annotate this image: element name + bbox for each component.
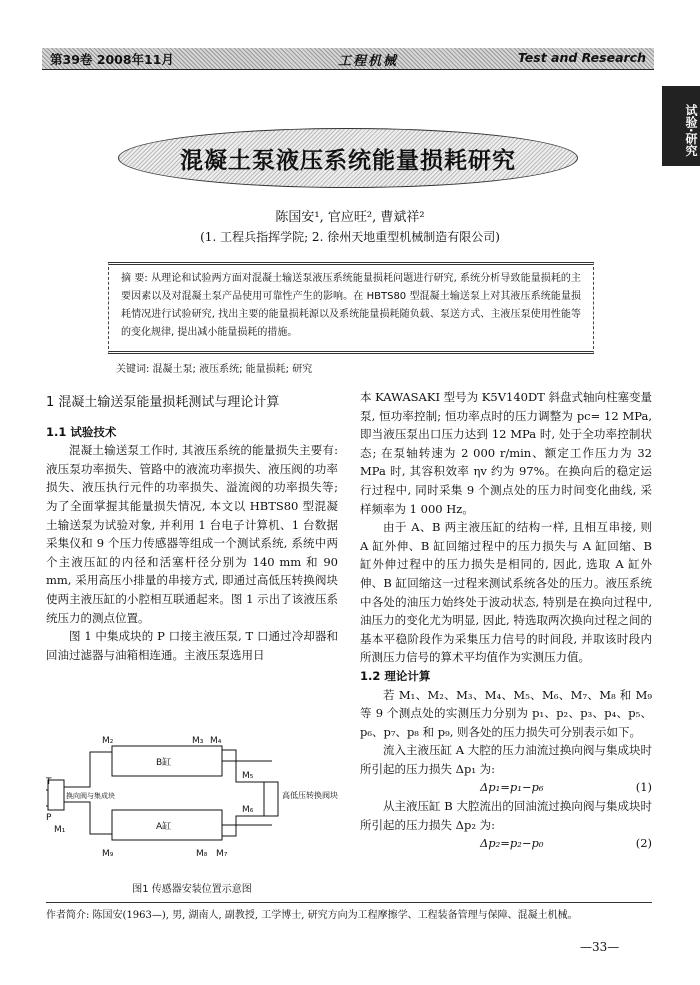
equation-2-number: (2) xyxy=(635,836,652,851)
sensor-m3: M₃ xyxy=(192,736,204,746)
paragraph: 混凝土输送泵工作时, 其液压系统的能量损失主要有: 液压泵功率损失、管路中的液流功率损失、液压阀的功率损失、液压执行元件的功率损失、溢流阀的功率损失等; 为了全面掌握其能量损失情况, 本文以 HBTS80 型混凝土输送泵为试验对象, 并利用 1 台电子计算机、1 台数据采集仪和 9 个压力传感器等组成一个测试系统, 系统中两个主液压缸的内径和活塞杆径分别为 140 mm 和 90 mm, 采用高压小排量的串接方式, 即通过高低压转换阀块使两主液压缸的小腔相互联通起来。图 1 示出了该液压系统压力的测点位置。 xyxy=(46,443,338,625)
paragraph: 若 M₁、M₂、M₃、M₄、M₅、M₆、M₇、M₈ 和 M₉ 等 9 个测点处的实测压力分别为 p₁、p₂、p₃、p₄、p₅、p₆、p₇、p₈ 和 p₉, 则各处的压力损失可分别表示如下。 xyxy=(360,687,652,739)
equation-2-body: Δp₂=p₂−p₀ xyxy=(480,836,544,851)
equation-2 xyxy=(360,834,652,853)
sensor-layout-figure xyxy=(46,732,338,872)
running-header xyxy=(42,48,654,70)
sensor-m5: M₅ xyxy=(242,771,254,781)
abstract-text: 摘 要: 从理论和试验两方面对混凝土输送泵液压系统能量损耗问题进行研究, 系统分析导致能量损耗的主要因素以及对混凝土泵产品使用可靠性产生的影响。在 HBTS80 型混凝土输送泵上对其液压系统能量损耗情况进行试验研究, 找出主要的能量损耗源以及系统能量损耗随负载、泵送方式、主液压泵使用性能等的变化规律, 提出减小能量损耗的措施。 xyxy=(121,273,581,338)
valve-block-label: 换向阀与集成块 xyxy=(66,792,115,800)
sensor-m9: M₉ xyxy=(102,849,114,859)
authors: 陈国安¹, 官应旺², 曹斌祥² xyxy=(275,210,425,225)
paragraph: 本 KAWASAKI 型号为 K5V140DT 斜盘式轴向柱塞变量泵, 恒功率控制; 恒功率点时的压力调整为 pc= 12 MPa, 即当液压泵出口压力达到 12 MPa 时, 处于全功率控制状态; 在泵轴转速为 2 000 r/min、额定工作压力为 32 MPa 时, 其容积效率 ηv 约为 97%。在换向后的稳定运行过程中, 同时采集 9 个测点处的压力时间变化曲线, 采样频率为 1 000 Hz。 xyxy=(360,390,653,516)
hl-valve-block xyxy=(264,782,278,816)
hl-valve-label: 高低压转换阀块 xyxy=(282,791,338,800)
title-banner xyxy=(118,128,578,188)
paragraph: 图 1 中集成块的 P 口接主液压泵, T 口通过冷却器和回油过滤器与油箱相连通。主液压泵选用日 xyxy=(46,629,338,662)
paragraph: 由于 A、B 两主液压缸的结构一样, 且相互串接, 则 A 缸外伸、B 缸回缩过程中的压力损失与 A 缸回缩、B 缸外伸过程中的压力损失是相同的, 因此, 选取 A 缸外伸、B 缸回缩这一过程来测试系统各处的压力。液压系统中各处的油压力始终处于波动状态, 特别是在换向过程中, 油压力的变化尤为明显, 因此, 特选取两次换向过程之间的基本平稳阶段作为采集压力信号的时间段, 并取该时段内所测压力信号的算术平均值作为实测压力值。 xyxy=(360,520,652,665)
header-volume: 第39卷 2008年11月 xyxy=(50,52,174,67)
b-cylinder-label: B缸 xyxy=(156,758,172,768)
figure-caption: 图1 传感器安装位置示意图 xyxy=(132,884,252,895)
page-number: —33— xyxy=(580,940,620,954)
left-column xyxy=(46,388,338,664)
subsection-heading-1-2: 1.2 理论计算 xyxy=(360,668,431,683)
paragraph: 流入主液压缸 A 大腔的压力油流过换向阀与集成块时所引起的压力损失 Δp₁ 为: xyxy=(360,743,652,776)
equation-1-body: Δp₁=p₁−p₆ xyxy=(480,780,544,795)
sensor-m8: M₈ xyxy=(196,849,208,859)
equation-1-number: (1) xyxy=(635,780,652,795)
affiliations: (1. 工程兵指挥学院; 2. 徐州天地重型机械制造有限公司) xyxy=(200,230,500,244)
t-port-label: T xyxy=(46,777,52,787)
equation-1 xyxy=(360,778,652,797)
author-footnote: 作者简介: 陈国安(1963—), 男, 湖南人, 副教授, 工学博士, 研究方向为工程摩擦学、工程装备管理与保障、混凝土机械。 xyxy=(46,910,578,921)
sensor-m6: M₆ xyxy=(242,805,254,815)
section-tab: 试验·研究 xyxy=(662,86,700,166)
sensor-m7: M₇ xyxy=(216,849,228,859)
section-heading-1: 1 混凝土输送泵能量损耗测试与理论计算 xyxy=(46,395,280,410)
sensor-m1: M₁ xyxy=(54,825,66,835)
abstract-box xyxy=(108,262,594,354)
paper-title: 混凝土泵液压系统能量损耗研究 xyxy=(180,147,516,174)
keywords: 关键词: 混凝土泵; 液压系统; 能量损耗; 研究 xyxy=(116,364,313,375)
header-tag: Test and Research xyxy=(517,50,646,65)
sensor-m2: M₂ xyxy=(102,736,114,746)
paragraph: 从主液压缸 B 大腔流出的回油流过换向阀与集成块时所引起的压力损失 Δp₂ 为: xyxy=(360,799,652,832)
a-cylinder-label: A缸 xyxy=(156,822,172,832)
p-port-label: P xyxy=(46,813,52,823)
right-column xyxy=(360,388,652,853)
subsection-heading-1-1: 1.1 试验技术 xyxy=(46,424,117,439)
sensor-m4: M₄ xyxy=(210,736,222,746)
footnote-rule xyxy=(46,902,652,903)
header-journal: 工程机械 xyxy=(338,54,399,69)
